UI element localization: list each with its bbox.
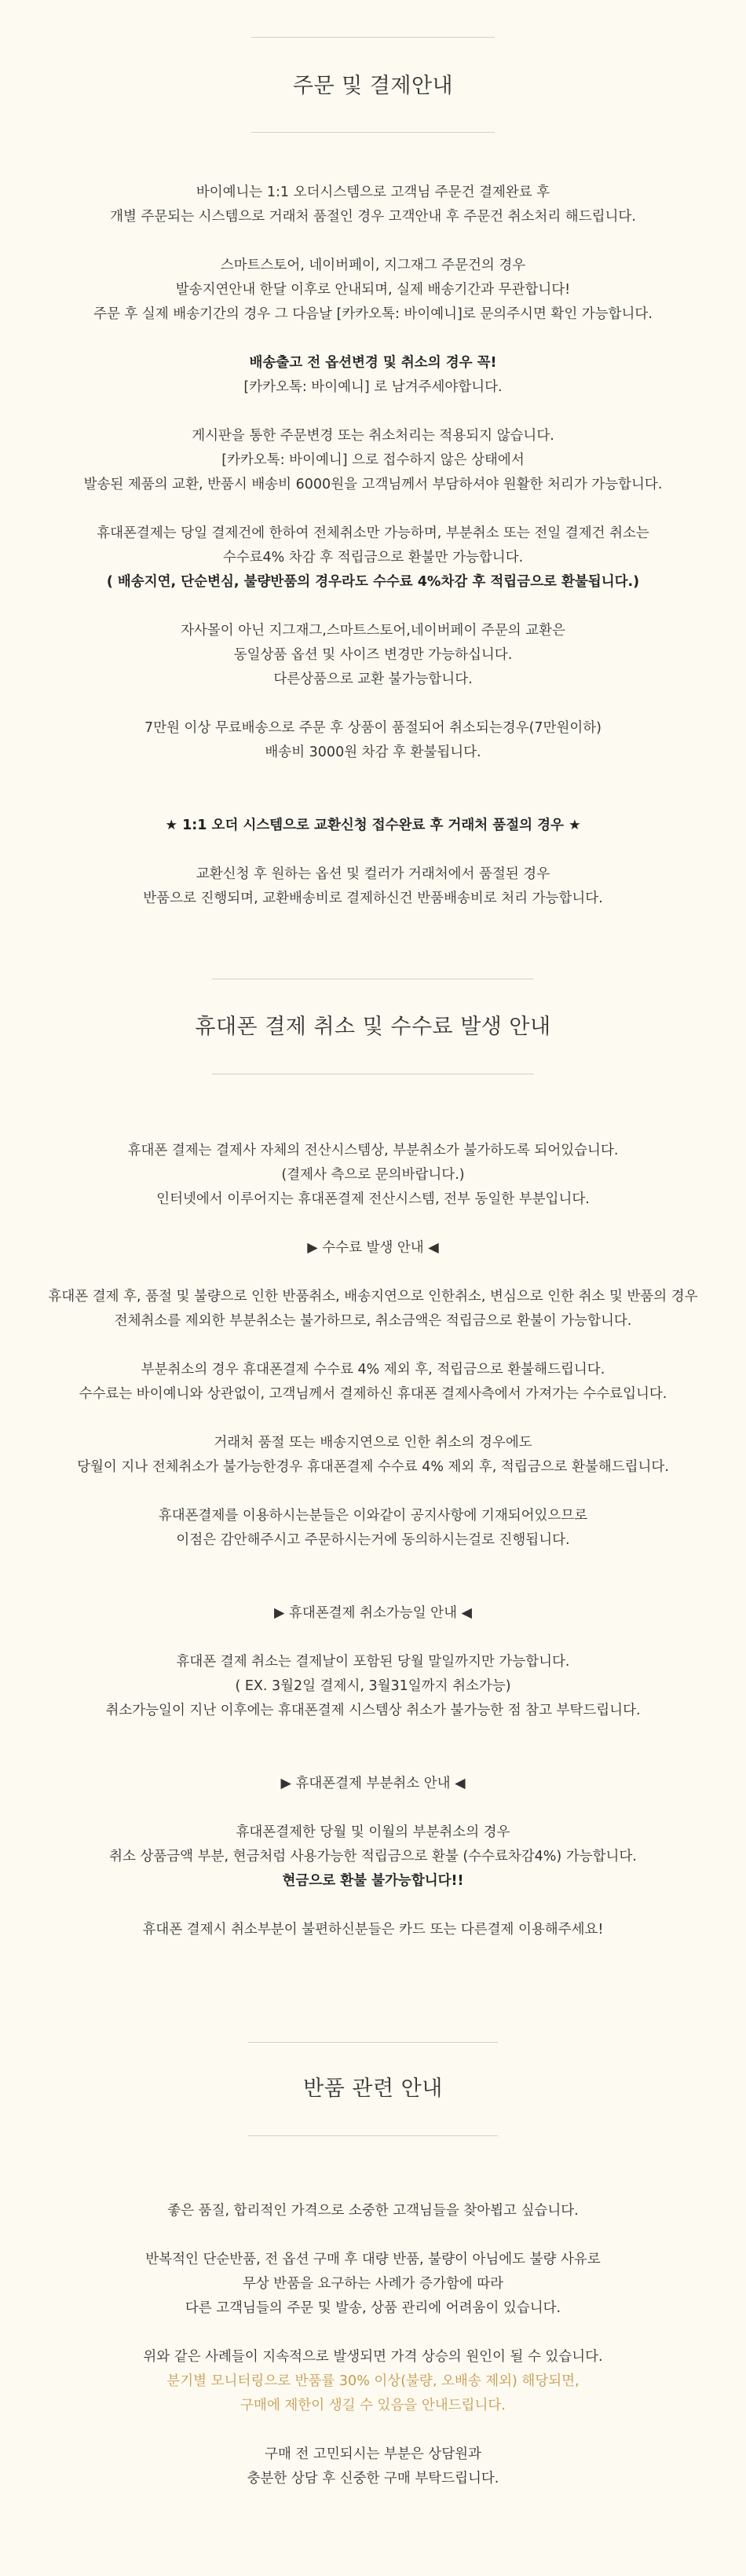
text-line: 7만원 이상 무료배송으로 주문 후 상품이 품절되어 취소되는경우(7만원이하) [144,720,602,736]
text-line: 바이예니는 1:1 오더시스템으로 고객님 주문건 결제완료 후 [196,185,550,200]
text-line: 자사몰이 아닌 지그재그,스마트스토어,네이버페이 주문의 교환은 [181,623,565,639]
section1-title: 주문 및 결제안내 [292,74,454,98]
text-line: 취소가능일이 지난 이후에는 휴대폰결제 시스템상 취소가 불가능한 점 참고 부탁드립니다. [105,1703,641,1718]
section1-body [0,181,746,911]
text-line: 당월이 지나 전체취소가 불가능한경우 휴대폰결제 수수료 4% 제외 후, 적립금으로 환불해드립니다. [77,1459,669,1475]
text-line: 인터넷에서 이루어지는 휴대폰결제 전산시스템, 전부 동일한 부분입니다. [156,1191,590,1207]
text-line: 휴대폰결제는 당일 결제건에 한하여 전체취소만 가능하며, 부분취소 또는 전일 결제건 취소는 [97,525,649,541]
text-line: 교환신청 후 원하는 옵션 및 컬러가 거래처에서 품절된 경우 [196,866,550,882]
section3-bottom-divider [248,2135,498,2136]
text-line: 전체취소를 제외한 부분취소는 불가하므로, 취소금액은 적립금으로 환불이 가능합니다. [114,1313,632,1329]
section3-body [0,2199,746,2491]
text-line: 발송지연안내 한달 이후로 안내되며, 실제 배송기간과 무관합니다! [175,282,571,298]
text-line: 다른 고객님들의 주문 및 발송, 상품 관리에 어려움이 있습니다. [185,2300,561,2316]
text-line: 배송비 3000원 차감 후 환불됩니다. [265,745,481,760]
text-line: [카카오톡: 바이예니] 로 남겨주세야합니다. [243,379,503,395]
text-line: 무상 반품을 요구하는 사례가 증가함에 따라 [242,2276,504,2292]
text-line: ★ 1:1 오더 시스템으로 교환신청 접수완료 후 거래처 품절의 경우 ★ [165,818,581,833]
section2-body [0,1139,746,1942]
text-line: 휴대폰결제를 이용하시는분들은 이와같이 공지사항에 기재되어있으므로 [158,1508,588,1524]
text-line: 현금으로 환불 불가능합니다!! [282,1873,464,1889]
text-line: 스마트스토어, 네이버페이, 지그재그 주문건의 경우 [220,258,526,273]
text-line: 휴대폰결제한 당월 및 이월의 부분취소의 경우 [236,1824,510,1840]
section2-title: 휴대폰 결제 취소 및 수수료 발생 안내 [195,1015,551,1039]
text-line: ( EX. 3월2일 결제시, 3월31일까지 취소가능) [235,1678,511,1694]
text-line: 반복적인 단순반품, 전 옵션 구매 후 대량 반품, 불량이 아님에도 불량 사유로 [145,2252,601,2267]
text-line: ▶ 휴대폰결제 취소가능일 안내 ◀ [273,1605,473,1621]
text-line: 개별 주문되는 시스템으로 거래처 품절인 경우 고객안내 후 주문건 취소처리 해드립니다. [110,209,636,225]
text-line: [카카오톡: 바이예니] 으로 접수하지 않은 상태에서 [221,452,525,468]
text-line: 취소 상품금액 부분, 현금처럼 사용가능한 적립금으로 환불 (수수료차감4%) 가능합니다. [109,1849,637,1864]
text-line: 배송출고 전 옵션변경 및 취소의 경우 꼭! [249,355,497,371]
section3-top-divider [248,2042,498,2043]
section1-top-divider [251,37,495,38]
text-line: ▶ 휴대폰결제 부분취소 안내 ◀ [280,1776,466,1791]
text-line: 구매 전 고민되시는 부분은 상담원과 [265,2446,481,2462]
text-line: 다른상품으로 교환 불가능합니다. [273,671,473,687]
text-line: 휴대폰 결제시 취소부분이 불편하신분들은 카드 또는 다른결제 이용해주세요! [142,1922,604,1937]
text-line: 동일상품 옵션 및 사이즈 변경만 가능하십니다. [233,647,513,663]
text-line: 수수료4% 차감 후 적립금으로 환불만 가능합니다. [222,550,524,565]
text-line: 이점은 감안해주시고 주문하시는거에 동의하시는걸로 진행됩니다. [176,1532,570,1548]
section1-bottom-divider [251,132,495,133]
text-line: 휴대폰 결제 취소는 결제날이 포함된 당월 말일까지만 가능합니다. [176,1654,570,1670]
text-line: (결제사 측으로 문의바랍니다.) [281,1167,465,1183]
text-line: 거래처 품절 또는 배송지연으로 인한 취소의 경우에도 [214,1435,532,1451]
text-line: 주문 후 실제 배송기간의 경우 그 다음날 [카카오톡: 바이예니]로 문의주시면 확인 가능합니다. [93,306,653,322]
text-line-highlight: 분기별 모니터링으로 반품률 30% 이상(불량, 오배송 제외) 해당되면, [166,2373,580,2389]
text-line: 게시판을 통한 주문변경 또는 취소처리는 적용되지 않습니다. [192,428,554,444]
text-line: ▶ 수수료 발생 안내 ◀ [307,1240,439,1256]
text-line: 발송된 제품의 교환, 반품시 배송비 6000원을 고객님께서 부담하셔야 원활한 처리가 가능합니다. [83,477,663,492]
text-line: 위와 같은 사례들이 지속적으로 발생되면 가격 상승의 원인이 될 수 있습니다. [143,2349,603,2365]
text-line: 수수료는 바이예니와 상관없이, 고객님께서 결제하신 휴대폰 결제사측에서 가져가는 수수료입니다. [79,1386,667,1402]
text-line: 충분한 상담 후 신중한 구매 부탁드립니다. [247,2471,499,2486]
text-line-highlight: 구매에 제한이 생길 수 있음을 안내드립니다. [240,2398,506,2413]
text-line: ( 배송지연, 단순변심, 불량반품의 경우라도 수수료 4%차감 후 적립금으로 환불됩니다.) [106,574,640,590]
text-line: 휴대폰 결제는 결제사 자체의 전산시스템상, 부분취소가 불가하도록 되어있습니다. [127,1143,619,1158]
section3-title: 반품 관련 안내 [303,2077,443,2101]
text-line: 부분취소의 경우 휴대폰결제 수수료 4% 제외 후, 적립금으로 환불해드립니다. [141,1362,605,1378]
text-line: 좋은 품질, 합리적인 가격으로 소중한 고객님들을 찾아뵙고 싶습니다. [167,2203,579,2219]
text-line: 휴대폰 결제 후, 품절 및 불량으로 인한 반품취소, 배송지연으로 인한취소, 변심으로 인한 취소 및 반품의 경우 [48,1289,698,1304]
text-line: 반품으로 진행되며, 교환배송비로 결제하신건 반품배송비로 처리 가능합니다. [143,891,603,906]
